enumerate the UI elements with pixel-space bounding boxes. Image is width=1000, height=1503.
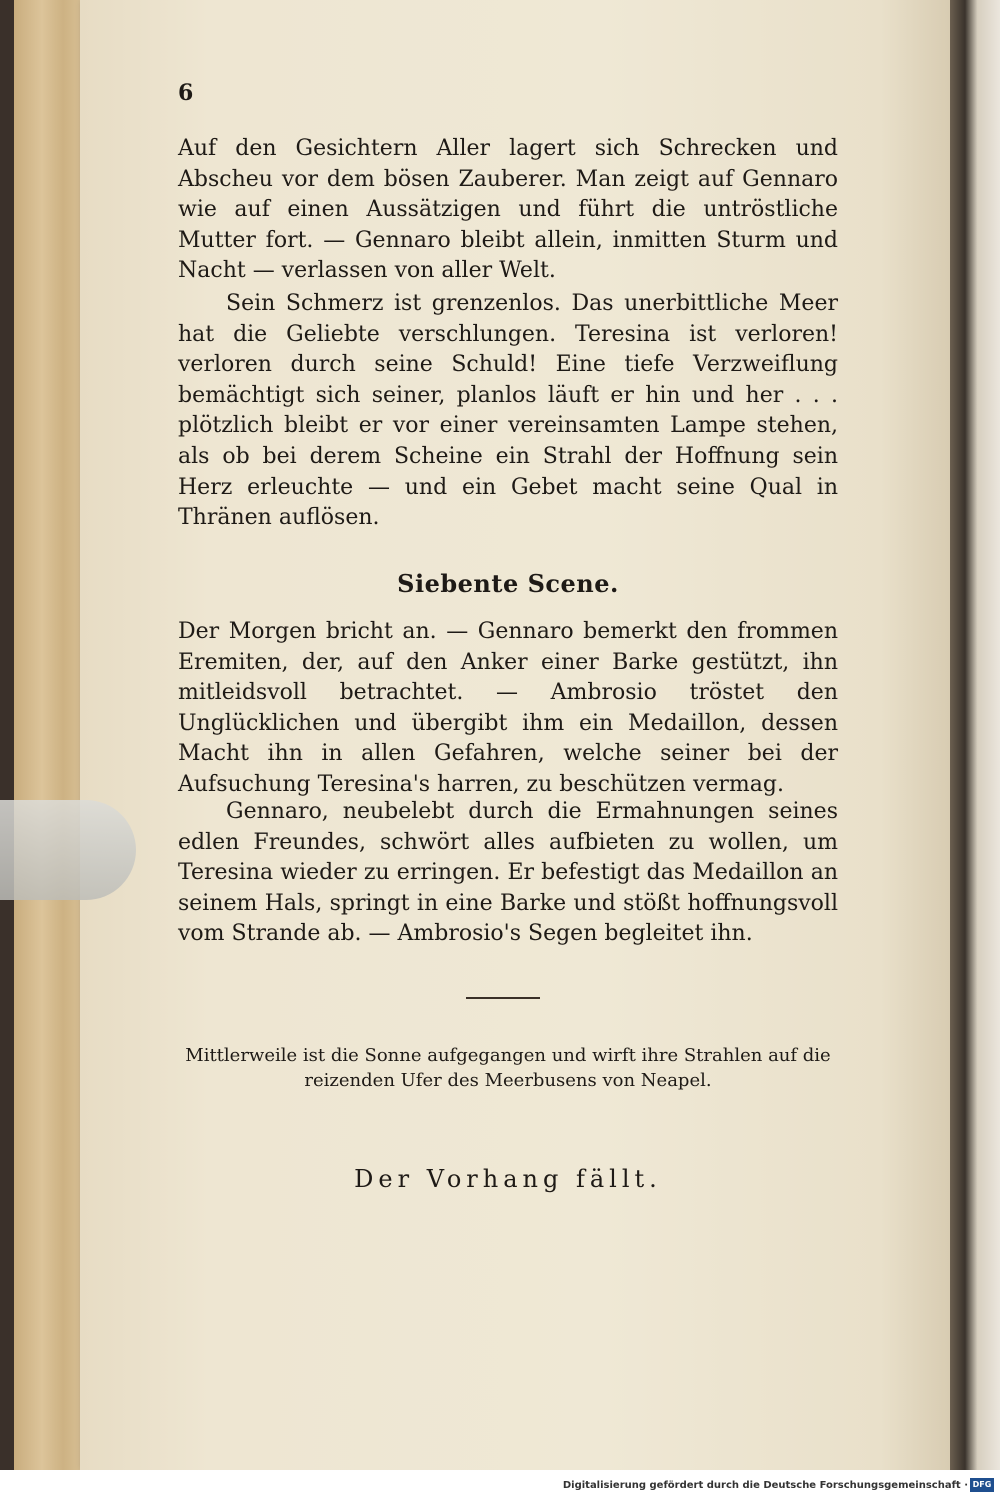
curtain-line: Der Vorhang fällt. bbox=[354, 1165, 662, 1193]
book-binding-edge bbox=[14, 0, 84, 1503]
paragraph-2: Sein Schmerz ist grenzenlos. Das unerbittliche Meer hat die Geliebte verschlungen. Teresina ist verloren! verloren durch seine Schuld! Eine tiefe Verzweiflung bemächtigt sich seiner, planlos läuft er hin und her . . . plötzlich bleibt er vor einer vereinsamten Lampe stehen, als ob bei derem Scheine ein Strahl der Hoffnung sein Herz erleuchte — und ein Gebet macht seine Qual in Thränen auflösen. bbox=[178, 291, 838, 531]
footer-credit: Digitalisierung gefördert durch die Deutsche Forschungsgemeinschaft · bbox=[562, 1480, 968, 1491]
section-divider bbox=[466, 997, 540, 999]
page-gutter-shadow bbox=[950, 0, 1000, 1470]
page-clip bbox=[0, 800, 136, 900]
scan-left-edge bbox=[0, 0, 14, 1503]
stage-direction: Mittlerweile ist die Sonne aufgegangen und wirft ihre Strahlen auf die reizenden Ufer des Meerbusens von Neapel. bbox=[185, 1045, 831, 1091]
page-number: 6 bbox=[178, 80, 194, 106]
paragraph-3: Der Morgen bricht an. — Gennaro bemerkt den frommen Eremiten, der, auf den Anker einer Barke gestützt, ihn mitleidsvoll betrachtet. — Ambrosio tröstet den Unglücklichen und übergibt ihm ein Medaillon, dessen Macht ihn in allen Gefahren, welche seiner bei der Aufsuchung Teresina's harren, zu beschützen vermag. bbox=[178, 619, 838, 797]
scene-heading: Siebente Scene. bbox=[397, 569, 619, 598]
dfg-logo: DFG bbox=[970, 1478, 994, 1492]
paragraph-1: Auf den Gesichtern Aller lagert sich Schrecken und Abscheu vor dem bösen Zauberer. Man zeigt auf Gennaro wie auf einen Aussätzigen und führt die untröstliche Mutter fort. — Gennaro bleibt allein, inmitten Sturm und Nacht — verlassen von aller Welt. bbox=[178, 136, 838, 284]
paragraph-4: Gennaro, neubelebt durch die Ermahnungen seines edlen Freundes, schwört alles aufbieten zu wollen, um Teresina wieder zu erringen. Er befestigt das Medaillon an seinem Hals, springt in eine Barke und stößt hoffnungsvoll vom Strande ab. — Ambrosio's Segen begleitet ihn. bbox=[178, 799, 838, 947]
